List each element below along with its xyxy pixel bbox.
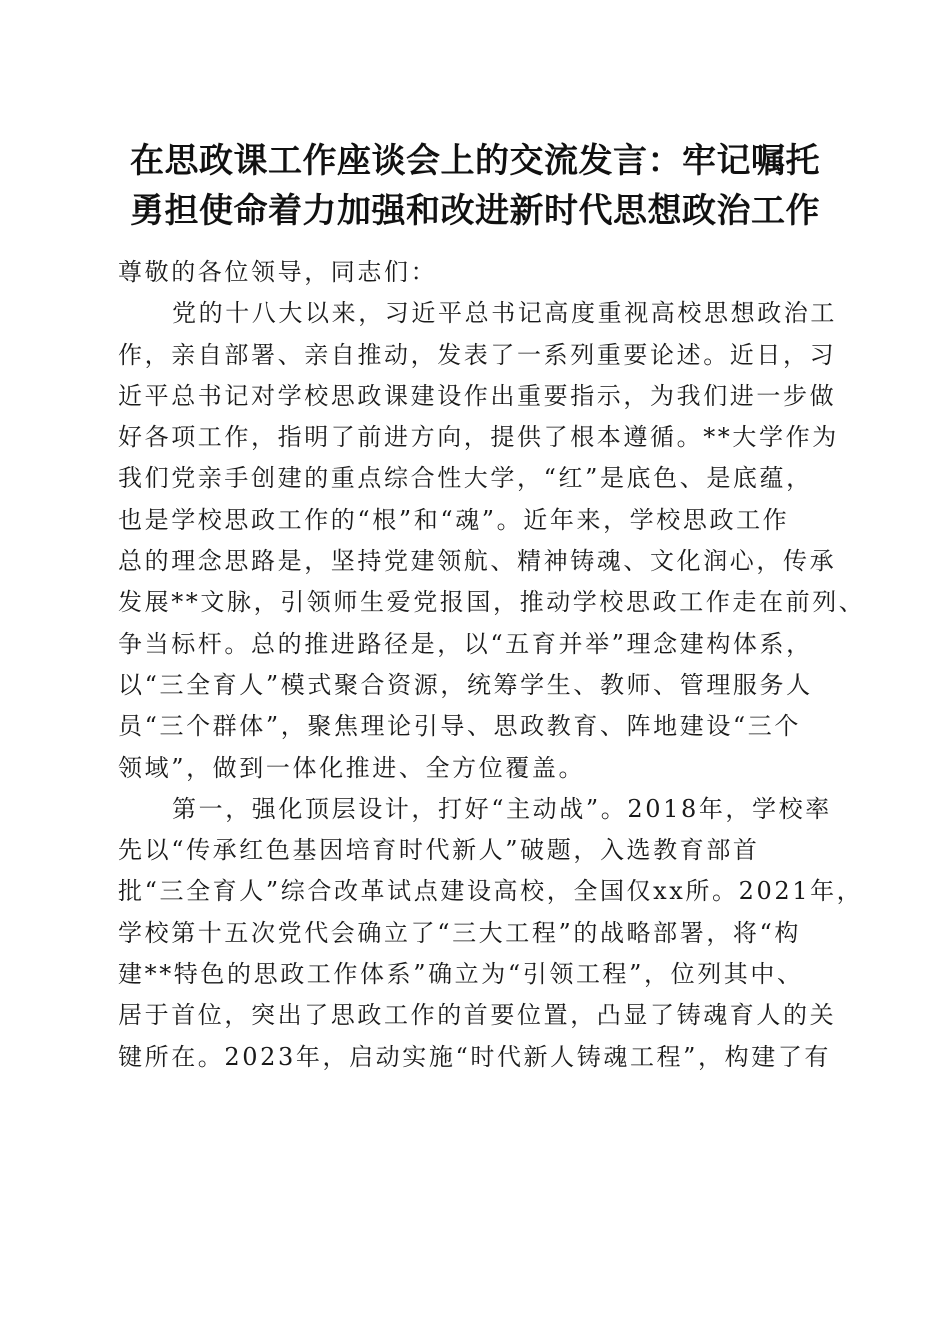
document-title [112, 136, 838, 236]
text-line: 领域”，做到一体化推进、全方位覆盖。 [118, 753, 586, 782]
text-line: 先以“传承红色基因培育时代新人”破题，入选教育部首 [118, 836, 760, 865]
text-line: 键所在。2023年，启动实施“时代新人铸魂工程”，构建了有 [118, 1042, 832, 1071]
text-line: 批“三全育人”综合改革试点建设高校，全国仅xx所。2021年， [118, 877, 864, 906]
text-line: 作，亲自部署、亲自推动，发表了一系列重要论述。近日，习 [118, 340, 837, 369]
text-line: 好各项工作，指明了前进方向，提供了根本遵循。**大学作为 [118, 423, 839, 452]
text-line: 党的十八大以来，习近平总书记高度重视高校思想政治工 [172, 299, 837, 328]
text-line: 建**特色的思政工作体系”确立为“引领工程”，位列其中、 [118, 960, 804, 989]
salutation: 尊敬的各位领导，同志们： [118, 258, 438, 286]
text-line: 也是学校思政工作的“根”和“魂”。近年来，学校思政工作 [118, 505, 790, 534]
text-line: 发展**文脉，引领师生爱党报国，推动学校思政工作走在前列、 [118, 588, 866, 617]
text-line: 第一，强化顶层设计，打好“主动战”。2018年，学校率 [172, 794, 832, 823]
document-body [118, 252, 866, 1078]
paragraph-2 [118, 789, 864, 1078]
title-line: 在思政课工作座谈会上的交流发言：牢记嘱托 [130, 141, 820, 181]
text-line: 争当标杆。总的推进路径是，以“五育并举”理念建构体系， [118, 629, 813, 658]
text-line: 总的理念思路是，坚持党建领航、精神铸魂、文化润心，传承 [118, 547, 837, 576]
paragraph-1 [118, 293, 866, 789]
text-line: 员“三个群体”，聚焦理论引导、思政教育、阵地建设“三个 [118, 712, 802, 741]
text-line: 居于首位，突出了思政工作的首要位置，凸显了铸魂育人的关 [118, 1001, 837, 1030]
title-line: 勇担使命着力加强和改进新时代思想政治工作 [130, 191, 820, 231]
text-line: 以“三全育人”模式聚合资源，统筹学生、教师、管理服务人 [118, 670, 813, 699]
text-line: 我们党亲手创建的重点综合性大学，“红”是底色、是底蕴， [118, 464, 813, 493]
text-line: 学校第十五次党代会确立了“三大工程”的战略部署，将“构 [118, 918, 802, 947]
text-line: 近平总书记对学校思政课建设作出重要指示，为我们进一步做 [118, 381, 837, 410]
